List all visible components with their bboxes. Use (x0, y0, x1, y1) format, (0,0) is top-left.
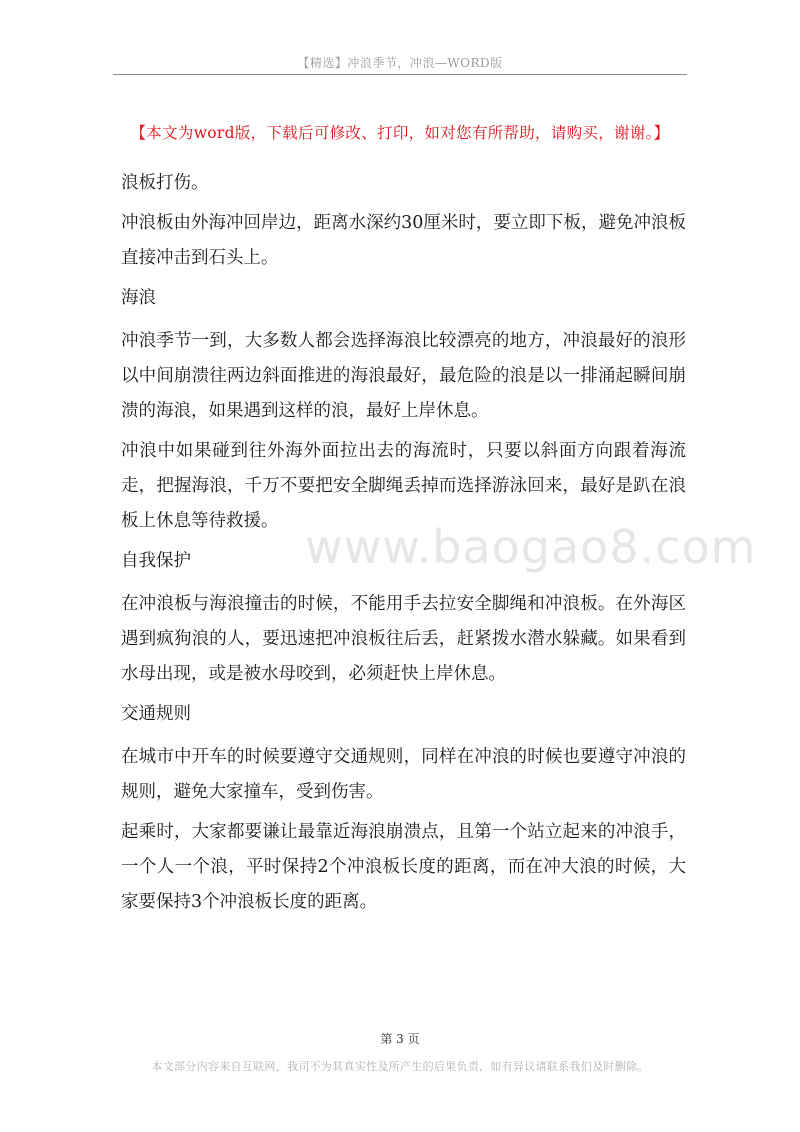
paragraph-wave-types: 冲浪季节一到，大多数人都会选择海浪比较漂亮的地方，冲浪最好的浪形以中间崩溃往两边斜面推进的海浪最好，最危险的浪是以一排涌起瞬间崩溃的海浪，如果遇到这样的浪，最好上岸休息。 (121, 331, 686, 421)
document-body (121, 166, 686, 925)
section-heading-self-protection: 自我保护 (121, 551, 191, 571)
section-heading-waves: 海浪 (121, 288, 156, 308)
edit-notice: 【本文为word版，下载后可修改、打印，如对您有所帮助，请购买，谢谢。】 (130, 124, 670, 142)
paragraph-traffic-rules: 在城市中开车的时候要遵守交通规则，同样在冲浪的时候也要遵守冲浪的规则，避免大家撞车，受到伤害。 (121, 747, 686, 802)
paragraph-continuation: 浪板打伤。 (121, 173, 209, 193)
paragraph-takeoff-spacing: 起乘时，大家都要谦让最靠近海浪崩溃点，且第一个站立起来的冲浪手，一个人一个浪，平时保持2个冲浪板长度的距离，而在冲大浪的时候，大家要保持3个冲浪板长度的距离。 (121, 822, 686, 912)
paragraph-self-protection: 在冲浪板与海浪撞击的时候，不能用手去拉安全脚绳和冲浪板。在外海区遇到疯狗浪的人，要迅速把冲浪板往后丢，赶紧拨水潜水躲藏。如果看到水母出现，或是被水母咬到，必须赶快上岸休息。 (121, 594, 686, 684)
paragraph-board-landing: 冲浪板由外海冲回岸边，距离水深约30厘米时，要立即下板，避免冲浪板直接冲击到石头上。 (121, 213, 686, 268)
paragraph-rip-current: 冲浪中如果碰到往外海外面拉出去的海流时，只要以斜面方向跟着海流走，把握海浪，千万不要把安全脚绳丢掉而选择游泳回来，最好是趴在浪板上休息等待救援。 (121, 441, 686, 531)
page-number: 第 3 页 (380, 1032, 420, 1046)
section-heading-traffic-rules: 交通规则 (121, 704, 191, 724)
footer-disclaimer: 本文部分内容来自互联网，我司不为其真实性及所产生的后果负责，如有异议请联系我们及时删除。 (151, 1060, 649, 1073)
header-divider (113, 74, 687, 75)
document-header-title: 【精选】冲浪季节，冲浪—WORD版 (297, 56, 503, 70)
site-watermark: www.baogao8.com (305, 520, 757, 574)
